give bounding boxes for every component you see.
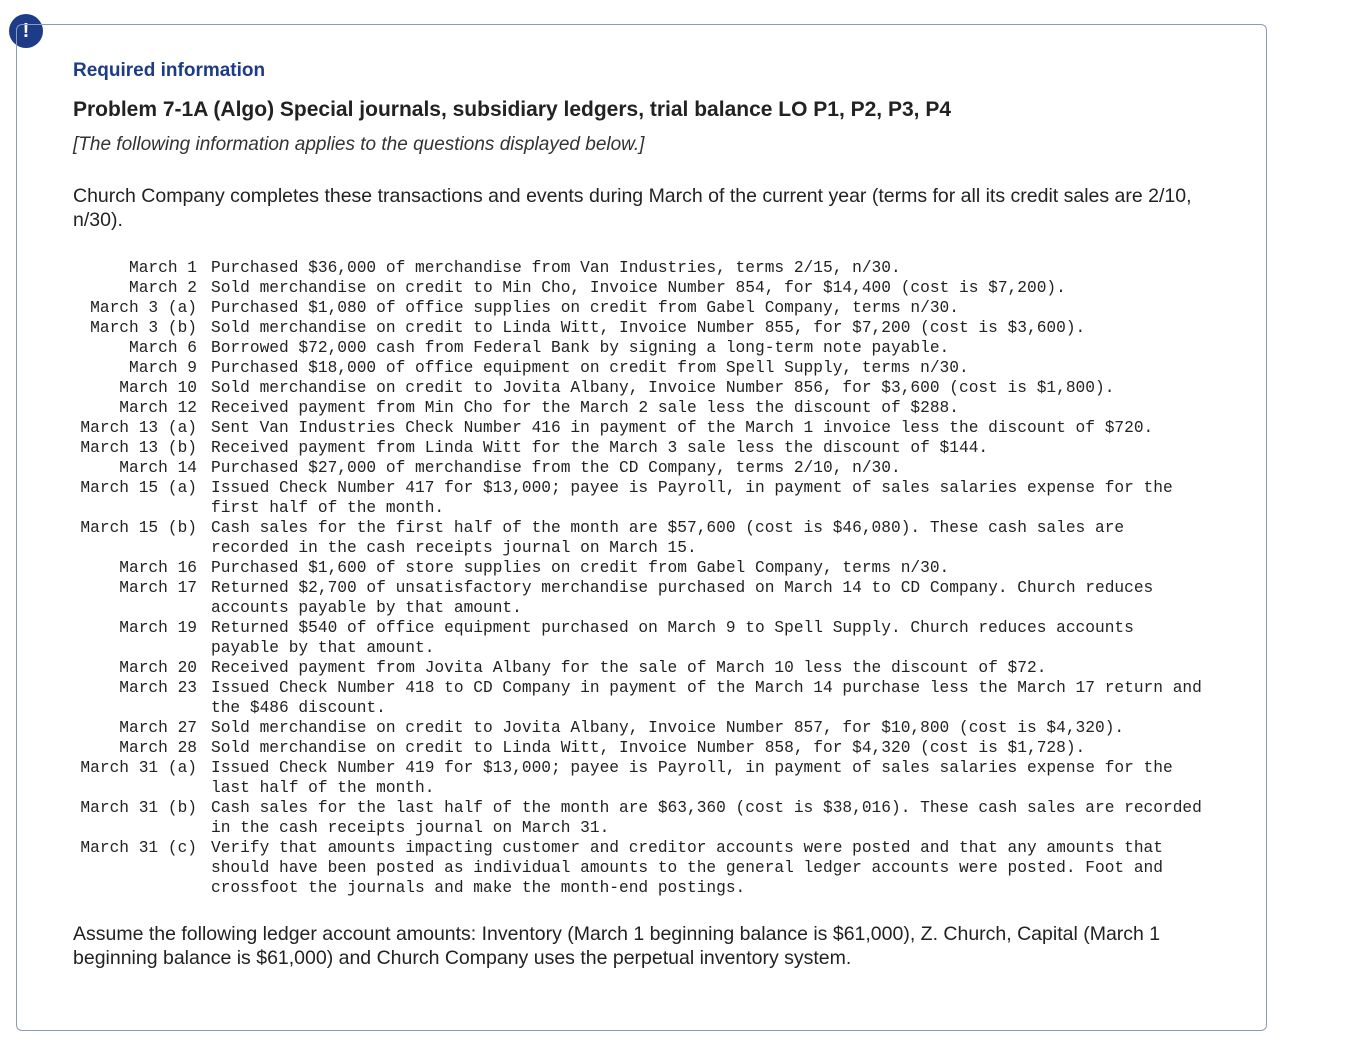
transaction-row [73,558,1211,578]
problem-title: Problem 7-1A (Algo) Special journals, subsidiary ledgers, trial balance LO P1, P2, P3, P4 [73,98,952,121]
transaction-row [73,338,1211,358]
transaction-date: March 31 (b) [80,799,197,817]
transaction-date: March 19 [119,619,197,637]
transaction-row [73,738,1211,758]
transaction-date: March 3 (a) [90,299,197,317]
transaction-row [73,478,1211,518]
transaction-date: March 3 (b) [90,319,197,337]
transaction-date: March 31 (c) [80,839,197,857]
transaction-date: March 15 (a) [80,479,197,497]
transaction-date: March 13 (b) [80,439,197,457]
transaction-date: March 9 [129,359,197,377]
transaction-description: Issued Check Number 417 for $13,000; payee is Payroll, in payment of sales salaries expense for the first half of the month. [211,479,1173,517]
transaction-date: March 12 [119,399,197,417]
transaction-row [73,318,1211,338]
transaction-date: March 15 (b) [80,519,197,537]
transaction-row [73,718,1211,738]
transaction-description: Issued Check Number 418 to CD Company in payment of the March 14 purchase less the March 17 return and the $486 discount. [211,679,1202,717]
transaction-row [73,298,1211,318]
transaction-description: Sold merchandise on credit to Jovita Albany, Invoice Number 856, for $3,600 (cost is $1,800). [211,379,1115,397]
transactions-table [73,258,1211,898]
transaction-row [73,658,1211,678]
transaction-date: March 28 [119,739,197,757]
transaction-description: Purchased $18,000 of office equipment on credit from Spell Supply, terms n/30. [211,359,969,377]
transaction-row [73,618,1211,658]
transaction-row [73,438,1211,458]
transaction-row [73,418,1211,438]
alert-icon: ! [9,14,43,48]
transaction-description: Returned $2,700 of unsatisfactory merchandise purchased on March 14 to CD Company. Church reduces accounts payable by that amount. [211,579,1154,617]
transaction-description: Returned $540 of office equipment purchased on March 9 to Spell Supply. Church reduces accounts payable by that amount. [211,619,1134,657]
transaction-description: Sold merchandise on credit to Linda Witt, Invoice Number 855, for $7,200 (cost is $3,600). [211,319,1086,337]
card-content [73,60,1213,970]
transaction-date: March 2 [129,279,197,297]
assumption-paragraph: Assume the following ledger account amounts: Inventory (March 1 beginning balance is $61,000), Z. Church, Capital (March 1 beginning balance is $61,000) and Church Company uses the perpetual inventory system. [73,923,1161,969]
transaction-description: Purchased $1,080 of office supplies on credit from Gabel Company, terms n/30. [211,299,959,317]
transaction-description: Purchased $36,000 of merchandise from Van Industries, terms 2/15, n/30. [211,259,901,277]
transaction-row [73,358,1211,378]
transaction-date: March 10 [119,379,197,397]
applies-note: [The following information applies to the questions displayed below.] [73,134,645,155]
transaction-description: Verify that amounts impacting customer and creditor accounts were posted and that any amounts that should have been posted as individual amounts to the general ledger accounts were posted. Foot and crossfoot the journals and make the month-end postings. [211,839,1163,897]
transaction-date: March 23 [119,679,197,697]
transaction-date: March 20 [119,659,197,677]
transaction-description: Sold merchandise on credit to Min Cho, Invoice Number 854, for $14,400 (cost is $7,200). [211,279,1066,297]
transaction-description: Purchased $27,000 of merchandise from the CD Company, terms 2/10, n/30. [211,459,901,477]
transaction-date: March 1 [129,259,197,277]
transaction-row [73,378,1211,398]
transaction-row [73,798,1211,838]
transaction-description: Received payment from Linda Witt for the March 3 sale less the discount of $144. [211,439,989,457]
transaction-description: Sold merchandise on credit to Linda Witt, Invoice Number 858, for $4,320 (cost is $1,728). [211,739,1086,757]
transaction-description: Cash sales for the first half of the month are $57,600 (cost is $46,080). These cash sales are recorded in the cash receipts journal on March 15. [211,519,1125,557]
transaction-date: March 13 (a) [80,419,197,437]
required-information-heading: Required information [73,60,266,81]
transaction-date: March 31 (a) [80,759,197,777]
transaction-description: Borrowed $72,000 cash from Federal Bank by signing a long-term note payable. [211,339,950,357]
transaction-date: March 17 [119,579,197,597]
transaction-description: Issued Check Number 419 for $13,000; payee is Payroll, in payment of sales salaries expense for the last half of the month. [211,759,1173,797]
transaction-description: Sent Van Industries Check Number 416 in payment of the March 1 invoice less the discount of $720. [211,419,1154,437]
transaction-date: March 6 [129,339,197,357]
transaction-description: Cash sales for the last half of the month are $63,360 (cost is $38,016). These cash sales are recorded in the cash receipts journal on March 31. [211,799,1202,837]
transaction-description: Received payment from Min Cho for the March 2 sale less the discount of $288. [211,399,959,417]
transaction-row [73,518,1211,558]
intro-paragraph: Church Company completes these transactions and events during March of the current year (terms for all its credit sales are 2/10, n/30). [73,185,1192,231]
transaction-row [73,578,1211,618]
transaction-date: March 27 [119,719,197,737]
transaction-row [73,758,1211,798]
transaction-description: Sold merchandise on credit to Jovita Albany, Invoice Number 857, for $10,800 (cost is $4,320). [211,719,1125,737]
transaction-row [73,398,1211,418]
transaction-row [73,678,1211,718]
transaction-description: Received payment from Jovita Albany for the sale of March 10 less the discount of $72. [211,659,1047,677]
transaction-date: March 16 [119,559,197,577]
transaction-date: March 14 [119,459,197,477]
transaction-description: Purchased $1,600 of store supplies on credit from Gabel Company, terms n/30. [211,559,950,577]
transaction-row [73,258,1211,278]
transaction-row [73,458,1211,478]
transaction-row [73,838,1211,898]
transaction-row [73,278,1211,298]
